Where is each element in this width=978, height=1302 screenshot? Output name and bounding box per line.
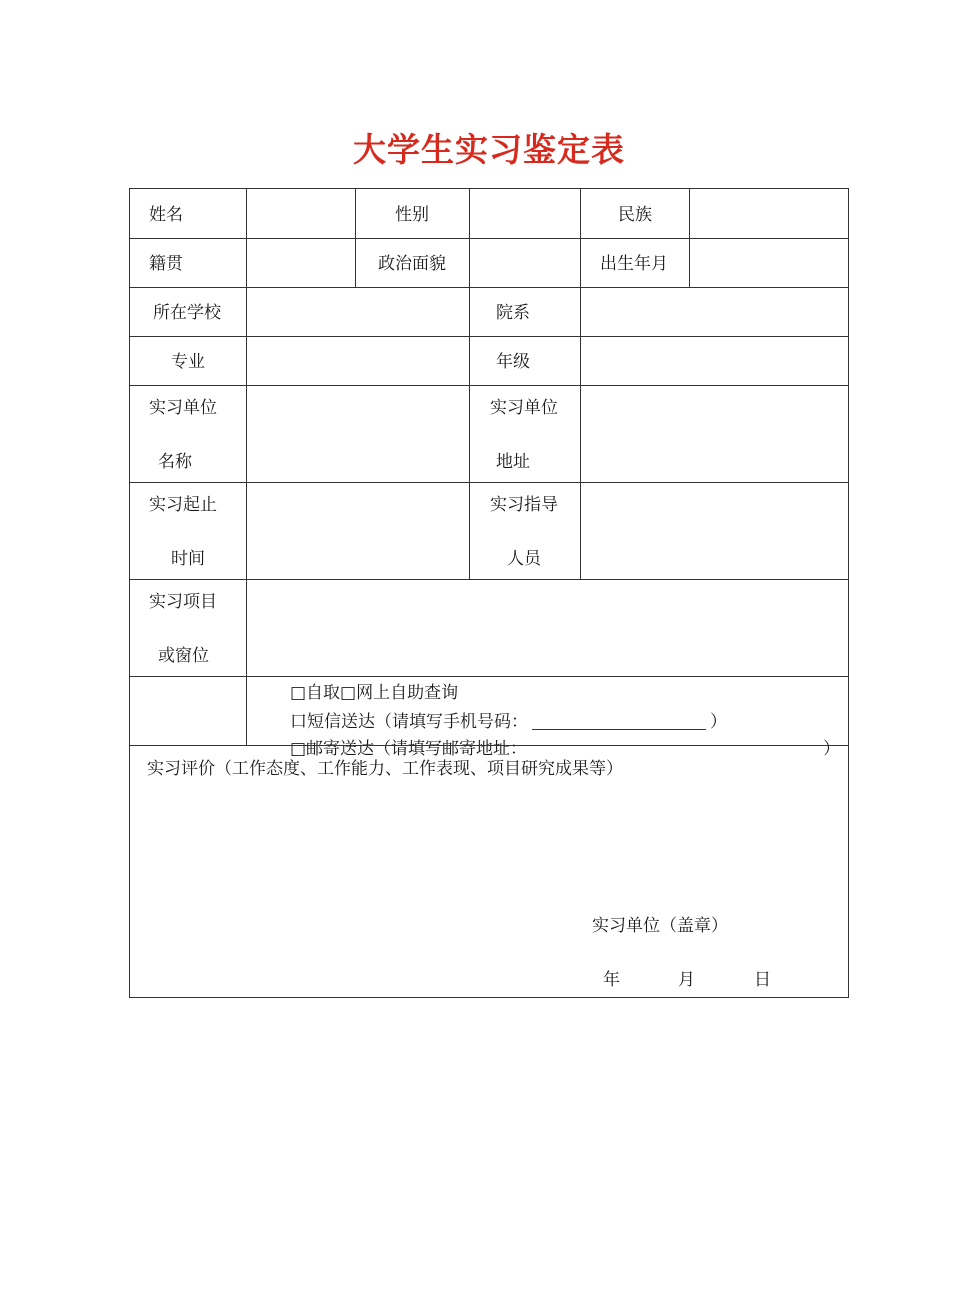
label-gender: 性别 (395, 205, 429, 225)
label-unit-name-line2: 名称 (158, 452, 192, 472)
col-divider (469, 189, 470, 287)
label-ethnicity: 民族 (618, 205, 652, 225)
col-divider (689, 189, 690, 287)
date-day: 日 (754, 970, 771, 990)
sms-label: 口短信送达（请填写手机号码： (290, 712, 528, 732)
col-divider (469, 287, 470, 579)
page-title: 大学生实习鉴定表 (353, 130, 625, 169)
delivery-options (247, 678, 848, 759)
col-divider (580, 189, 581, 287)
delivery-option-sms[interactable] (290, 712, 727, 732)
col-divider (580, 287, 581, 579)
label-grade: 年级 (496, 352, 530, 372)
row-divider (130, 676, 848, 677)
label-period-line1: 实习起止 (149, 495, 217, 515)
row-divider (130, 385, 848, 386)
label-unit-name-line1: 实习单位 (149, 398, 217, 418)
label-political-status: 政治面貌 (378, 254, 446, 274)
label-school: 所在学校 (153, 303, 221, 323)
date-month: 月 (678, 970, 695, 990)
label-period-line2: 时间 (171, 549, 205, 569)
phone-number-blank[interactable] (532, 715, 706, 730)
mail-label: □邮寄送达（请填写邮寄地址： (290, 739, 528, 759)
date-year: 年 (603, 970, 620, 990)
label-native-place: 籍贯 (149, 254, 183, 274)
seal-label: 实习单位（盖章） (592, 916, 728, 936)
evaluation-heading: 实习评价（工作态度、工作能力、工作表现、项目研究成果等） (147, 759, 623, 779)
label-major: 专业 (171, 352, 205, 372)
row-divider (130, 238, 848, 239)
label-unit-address-line2: 地址 (496, 452, 530, 472)
label-project-line2: 或窗位 (158, 646, 209, 666)
label-department: 院系 (496, 303, 530, 323)
row-divider (130, 287, 848, 288)
row-divider (130, 482, 848, 483)
evaluation-box (129, 745, 849, 998)
info-table (129, 188, 849, 746)
row-divider (130, 579, 848, 580)
mail-close-paren: ） (823, 739, 841, 759)
col-divider (246, 189, 247, 745)
delivery-option-pickup[interactable]: □自取□网上自助查询 (290, 683, 459, 703)
sms-close-paren: ） (710, 712, 727, 732)
row-divider (130, 336, 848, 337)
label-supervisor-line2: 人员 (507, 549, 541, 569)
label-unit-address-line1: 实习单位 (490, 398, 558, 418)
label-birth-date: 出生年月 (600, 254, 668, 274)
label-supervisor-line1: 实习指导 (490, 495, 558, 515)
label-project-line1: 实习项目 (149, 592, 217, 612)
label-name: 姓名 (149, 205, 183, 225)
col-divider (355, 189, 356, 287)
